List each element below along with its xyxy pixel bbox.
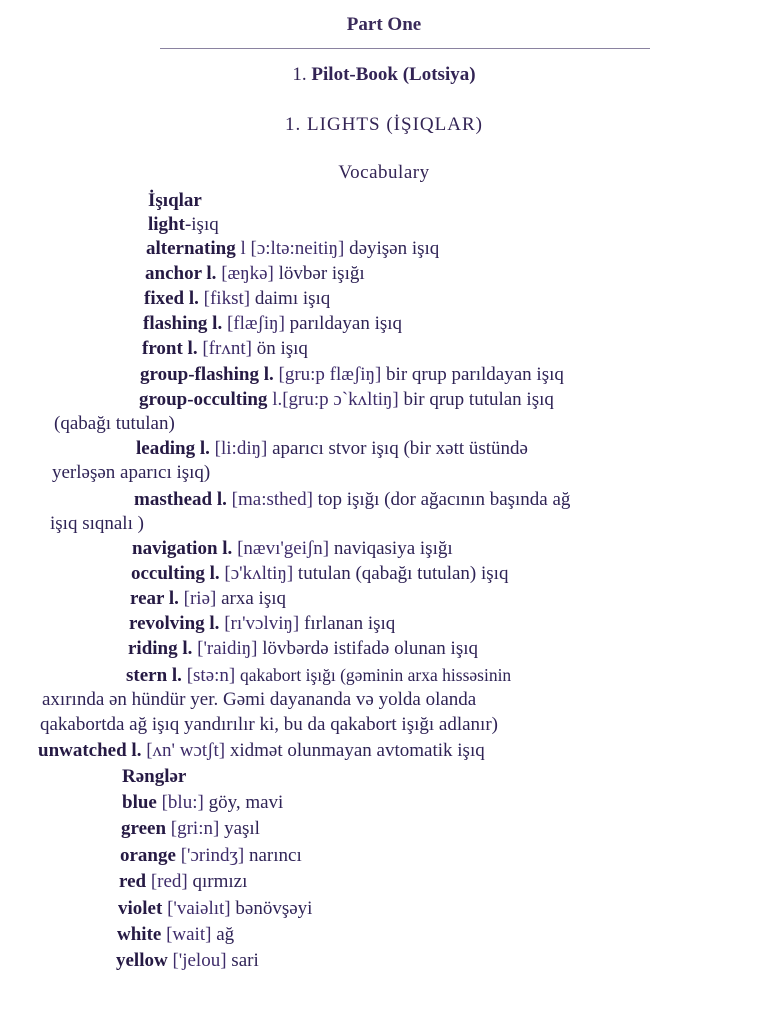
headword: revolving l.: [129, 613, 220, 634]
chapter-title: [0, 64, 768, 86]
headword: yellow: [116, 950, 168, 971]
headword: group-flashing l.: [140, 364, 274, 385]
entry-stern: [126, 664, 511, 687]
transcription: [blu:]: [161, 792, 204, 813]
entry-group-occulting-continued: (qabağı tutulan): [54, 413, 175, 434]
section-number: 1.: [285, 114, 302, 135]
part-title: Part One: [346, 14, 422, 35]
headword: masthead l.: [134, 489, 227, 510]
definition: bir qrup tutulan işıq: [403, 389, 554, 410]
definition: arxa işıq: [221, 588, 287, 609]
transcription: ['raidiŋ]: [197, 638, 258, 659]
definition: dəyişən işıq: [349, 238, 440, 259]
entry-riding: [128, 638, 478, 660]
entry-alternating: [146, 238, 439, 260]
definition: tutulan (qabağı tutulan) işıq: [297, 563, 509, 584]
definition: lövbər işığı: [278, 263, 365, 284]
transcription: l [ɔ:ltə:neitiŋ]: [240, 238, 345, 259]
definition: xidmət olunmayan avtomatik işıq: [229, 740, 485, 761]
title-divider: [160, 48, 650, 49]
entry-blue: [122, 792, 283, 814]
headword: flashing l.: [143, 313, 223, 334]
entry-front: [142, 338, 308, 360]
transcription: [red]: [150, 871, 188, 892]
definition: lövbərdə istifadə olunan işıq: [262, 638, 479, 659]
headword: orange: [120, 845, 176, 866]
entry-white: [117, 924, 234, 946]
headword: occulting l.: [131, 563, 220, 584]
entry-fixed: [144, 288, 330, 310]
entry-group-occulting: [139, 389, 554, 411]
section-title: [0, 114, 768, 136]
section-name: LIGHTS (İŞIQLAR): [307, 114, 483, 135]
definition: aparıcı stvor işıq (bir xətt üstündə: [272, 438, 528, 459]
headword: alternating: [146, 238, 236, 259]
entry-leading: [136, 438, 528, 460]
entry-stern-continued-1: axırında ən hündür yer. Gəmi dayananda və yolda olanda: [42, 689, 477, 710]
headword: riding l.: [128, 638, 193, 659]
definition: bənövşəyi: [235, 898, 313, 919]
transcription: [nævı'geiʃn]: [237, 538, 330, 559]
definition: sari: [231, 950, 259, 971]
transcription: [fikst]: [203, 288, 251, 309]
definition: fırlanan işıq: [304, 613, 396, 634]
transcription: [gru:p flæʃiŋ]: [278, 364, 382, 385]
group-heading-lights: İşıqlar: [148, 190, 202, 211]
entry-yellow: [116, 950, 259, 972]
entry-leading-continued: yerləşən aparıcı işıq): [52, 462, 211, 483]
transcription: ['jelou]: [172, 950, 227, 971]
headword: leading l.: [136, 438, 210, 459]
transcription: l.[gru:p ɔ`kʌltiŋ]: [272, 389, 399, 410]
transcription: [stə:n]: [186, 665, 236, 686]
transcription: [wait]: [166, 924, 212, 945]
definition: daimı işıq: [254, 288, 331, 309]
transcription: [gri:n]: [170, 818, 220, 839]
vocabulary-heading: Vocabulary: [338, 162, 430, 183]
transcription: [rı'vɔlviŋ]: [224, 613, 300, 634]
group-heading-colors: Rənglər: [122, 766, 187, 787]
headword: unwatched l.: [38, 740, 142, 761]
definition: narıncı: [249, 845, 302, 866]
headword: rear l.: [130, 588, 179, 609]
definition: yaşıl: [224, 818, 260, 839]
entry-stern-continued-2: qakabortda ağ işıq yandırılır ki, bu da qakabort işığı adlanır): [40, 714, 498, 735]
headword: blue: [122, 792, 157, 813]
transcription: ['ɔrindʒ]: [180, 845, 245, 866]
definition: ağ: [216, 924, 235, 945]
transcription: [æŋkə]: [221, 263, 274, 284]
headword: anchor l.: [145, 263, 217, 284]
transcription: [ma:sthed]: [231, 489, 313, 510]
transcription: [flæʃiŋ]: [226, 313, 285, 334]
entry-light: [148, 214, 219, 236]
headword: stern l.: [126, 665, 182, 686]
definition: parıldayan işıq: [289, 313, 403, 334]
headword: fixed l.: [144, 288, 199, 309]
entry-orange: [120, 845, 302, 867]
entry-masthead: [134, 489, 570, 511]
entry-violet: [118, 898, 312, 920]
transcription: [ʌn' wɔtʃt]: [146, 740, 226, 761]
chapter-number: 1.: [292, 64, 307, 85]
headword: red: [119, 871, 147, 892]
transcription: [ɔ'kʌltiŋ]: [224, 563, 294, 584]
chapter-name: Pilot-Book (Lotsiya): [311, 64, 476, 85]
entry-green: [121, 818, 260, 840]
definition: qakabort işığı (gəminin arxa hissəsinin: [239, 665, 512, 685]
definition: göy, mavi: [208, 792, 284, 813]
entry-anchor: [145, 263, 365, 285]
definition: top işığı (dor ağacının başında ağ: [317, 489, 571, 510]
headword: white: [117, 924, 162, 945]
transcription: [li:diŋ]: [214, 438, 268, 459]
headword: light: [148, 214, 185, 235]
entry-revolving: [129, 613, 395, 635]
transcription: [riə]: [183, 588, 217, 609]
entry-flashing: [143, 313, 402, 335]
headword: green: [121, 818, 167, 839]
headword: navigation l.: [132, 538, 233, 559]
entry-masthead-continued: işıq sıqnalı ): [50, 513, 144, 534]
definition: naviqasiya işığı: [333, 538, 453, 559]
headword: violet: [118, 898, 163, 919]
entry-group-flashing: [140, 364, 564, 386]
entry-occulting: [131, 563, 508, 585]
entry-unwatched: [38, 740, 485, 762]
definition: qırmızı: [192, 871, 248, 892]
entry-red: [119, 871, 247, 893]
transcription: [frʌnt]: [202, 338, 252, 359]
entry-navigation: [132, 538, 453, 560]
headword: group-occulting: [139, 389, 268, 410]
definition: ön işıq: [256, 338, 308, 359]
definition: -işıq: [184, 214, 219, 235]
definition: bir qrup parıldayan işıq: [386, 364, 564, 385]
headword: front l.: [142, 338, 198, 359]
transcription: ['vaiəlıt]: [167, 898, 231, 919]
entry-rear: [130, 588, 286, 610]
